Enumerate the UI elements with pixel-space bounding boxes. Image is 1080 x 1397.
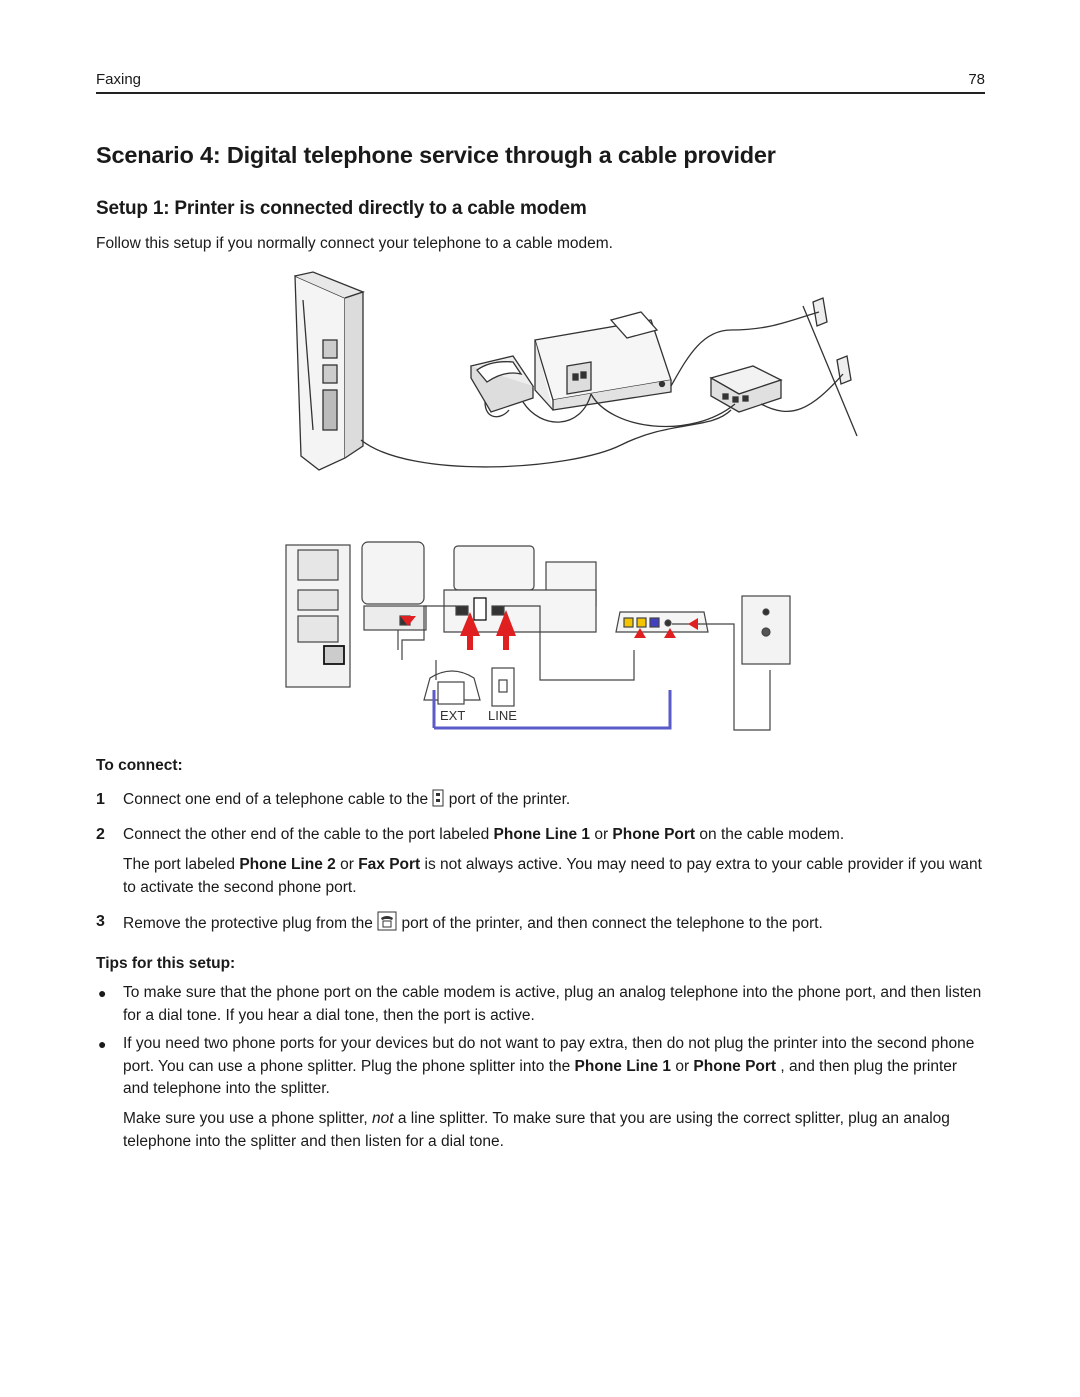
line-port-icon <box>432 789 444 807</box>
section-name: Faxing <box>96 71 142 88</box>
to-connect-heading: To connect: <box>96 757 183 774</box>
setup-illustration <box>291 270 871 475</box>
section-subtitle: Setup 1: Printer is connected directly to a cable modem <box>96 198 587 219</box>
printer-icon <box>444 546 596 632</box>
telephone-icon <box>362 542 426 630</box>
tip-2-note: Make sure you use a phone splitter, not a line splitter. To make sure that you are using the correct splitter, plug an analog telephone into the splitter and then listen for a dial tone. <box>123 1110 950 1150</box>
computer-tower-icon <box>295 272 363 470</box>
step-3: 3 Remove the protective plug from the port of the printer, and then connect the telephone to the port. <box>96 913 823 932</box>
page-number: 78 <box>968 71 985 88</box>
printer-icon <box>535 312 671 410</box>
line-jack-icon <box>492 668 514 706</box>
extension-phone-icon <box>424 671 480 704</box>
step-number: 1 <box>96 791 105 808</box>
bullet-icon: ● <box>98 1036 107 1052</box>
computer-icon <box>286 545 350 687</box>
tip-2: ● If you need two phone ports for your devices but do not want to pay extra, then do not plug the printer into the second phone port. You can use a phone splitter. Plug the phone splitter into the Phone Line 1 or Phone Port , and then plug the printer and telephone into the splitter. <box>98 1035 975 1097</box>
step-1: 1 Connect one end of a telephone cable to the port of the printer. <box>96 789 985 812</box>
intro-text: Follow this setup if you normally connect your telephone to a cable modem. <box>96 235 613 252</box>
step-number: 3 <box>96 913 105 930</box>
page-title: Scenario 4: Digital telephone service through a cable provider <box>96 142 776 168</box>
connection-diagram <box>284 540 804 740</box>
wall-outlet-icon <box>803 298 857 436</box>
line-label: LINE <box>488 708 517 723</box>
tip-1: ● To make sure that the phone port on the cable modem is active, plug an analog telephone into the phone port, and then listen for a dial tone. If you hear a dial tone, then the port is active. <box>98 984 982 1024</box>
step-2: 2 Connect the other end of the cable to the port labeled Phone Line 1 or Phone Port on the cable modem. <box>96 824 985 847</box>
wall-outlet-icon <box>742 596 790 664</box>
ext-port-icon <box>377 911 397 931</box>
ext-label: EXT <box>440 708 466 723</box>
page-header <box>96 70 985 94</box>
tips-heading: Tips for this setup: <box>96 955 236 972</box>
step-number: 2 <box>96 826 105 843</box>
step-2-note: The port labeled Phone Line 2 or Fax Port is not always active. You may need to pay extra to your cable provider if you want to activate the second phone port. <box>123 856 982 896</box>
bullet-icon: ● <box>98 985 107 1001</box>
cable-modem-icon <box>711 366 781 412</box>
